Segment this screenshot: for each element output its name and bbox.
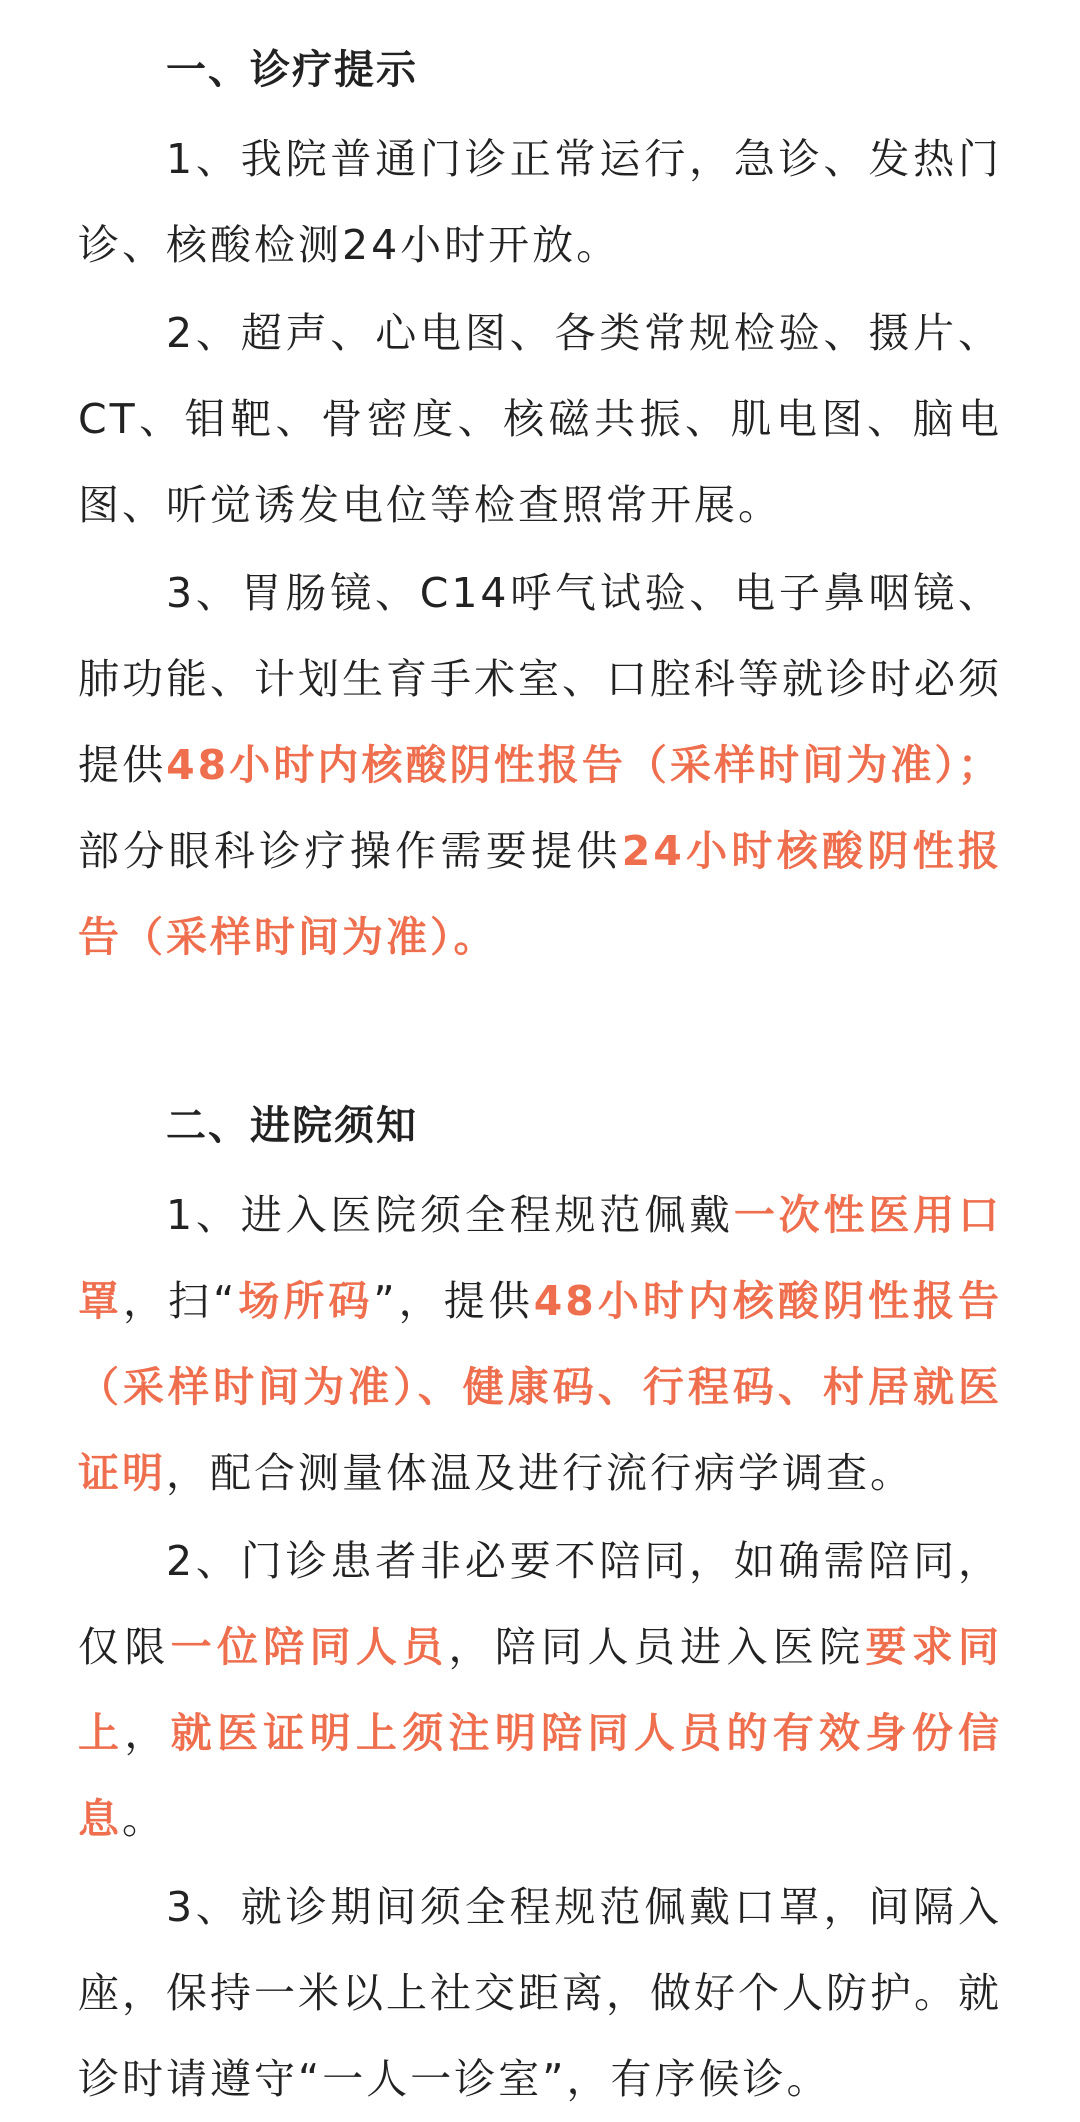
section-hospital-entry (78, 1094, 1002, 2122)
paragraph-text: ， (124, 1709, 171, 1757)
highlight-text: 就医证明上须注明陪同人员的有效身份信息 (78, 1709, 1003, 1843)
paragraph-item (78, 290, 1002, 548)
paragraph-text: 部分眼科诊疗操作需要提供 (78, 827, 622, 875)
highlight-text: 48小时内核酸阴性报告（采样时间为准）； (166, 741, 1003, 789)
paragraph-text: 1、进入医院须全程规范佩戴 (166, 1191, 734, 1239)
highlight-text: 场所码 (237, 1277, 374, 1325)
paragraph-text: ”，提供 (373, 1277, 534, 1325)
section-diagnosis-tips (78, 38, 1002, 980)
highlight-text: 一次性医用口罩 (78, 1191, 1002, 1325)
paragraph-item (78, 1864, 1002, 2122)
paragraph-text: 。 (122, 1795, 166, 1843)
section-heading: 二、进院须知 (166, 1103, 418, 1149)
paragraph-text: 2、门诊患者非必要不陪同，如确需陪同，仅限 (78, 1537, 1002, 1671)
paragraph-text: 2、超声、心电图、各类常规检验、摄片、CT、钼靶、骨密度、核磁共振、肌电图、脑电图、听觉诱发电位等检查照常开展。 (78, 309, 1002, 529)
paragraph-item (78, 1518, 1002, 1862)
highlight-text: 48小时内核酸阴性报告（采样时间为准）、健康码、行程码、村居就医证明 (78, 1277, 1003, 1497)
paragraph-item (78, 550, 1002, 980)
paragraph-item (78, 116, 1002, 288)
paragraph-text: ，配合测量体温及进行流行病学调查。 (166, 1449, 914, 1497)
highlight-text: 要求同上 (78, 1623, 1003, 1757)
paragraph-text: 3、就诊期间须全程规范佩戴口罩，间隔入座，保持一米以上社交距离，做好个人防护。就诊时请遵守“一人一诊室”，有序候诊。 (78, 1883, 1002, 2103)
paragraph-text: 1、我院普通门诊正常运行，急诊、发热门诊、核酸检测24小时开放。 (78, 135, 1002, 269)
paragraph-text: 3、胃肠镜、C14呼气试验、电子鼻咽镜、肺功能、计划生育手术室、口腔科等就诊时必须提供 (78, 569, 1002, 789)
highlight-text: 24小时核酸阴性报告（采样时间为准）。 (78, 827, 1002, 961)
highlight-text: 一位陪同人员 (170, 1623, 449, 1671)
paragraph-item (78, 1172, 1002, 1516)
paragraph-text: ，扫“ (123, 1277, 238, 1325)
paragraph-text: ，陪同人员进入医院 (448, 1623, 866, 1671)
section-heading: 一、诊疗提示 (166, 47, 418, 93)
